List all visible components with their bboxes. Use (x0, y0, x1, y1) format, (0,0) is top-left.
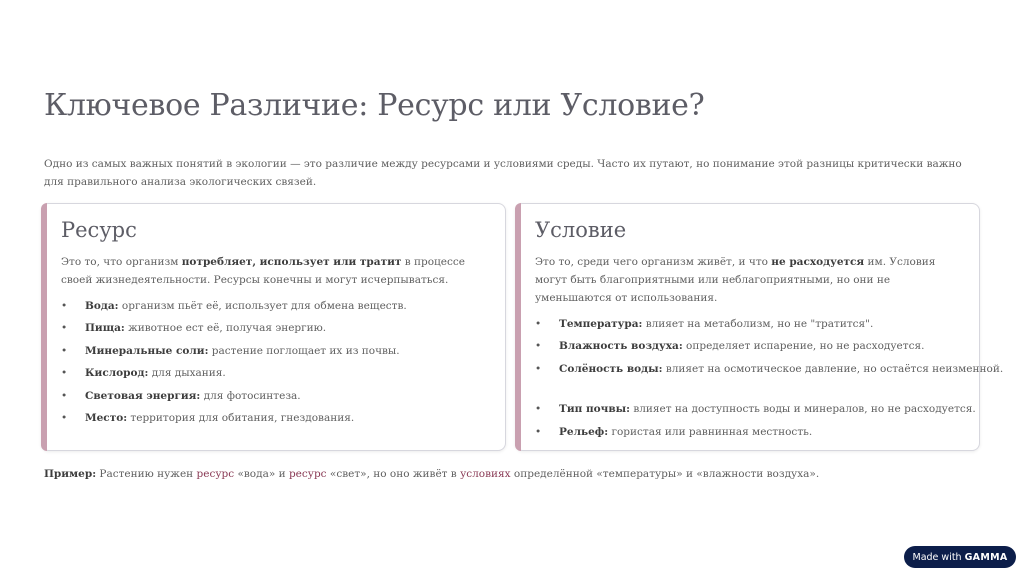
example-note: Пример: Растению нужен ресурс «вода» и ресурс «свет», но оно живёт в условиях определённой «температуры» и «влажности воздуха». (44, 468, 820, 480)
list-item: • Тип почвы: влияет на доступность воды и минералов, но не расходуется. (535, 398, 961, 420)
condition-card-description: Это то, среди чего организм живёт, и что не расходуется им. Условия могут быть благоприятными или неблагоприятными, но они не уменьшаются от использования. (535, 256, 936, 304)
resource-card-description: Это то, что организм потребляет, использует или тратит в процессе своей жизнедеятельности. Ресурсы конечны и могут исчерпываться. (61, 256, 465, 286)
slide-title: Ключевое Различие: Ресурс или Условие? (44, 88, 705, 123)
list-item: • Световая энергия: для фотосинтеза. (61, 385, 487, 407)
intro-paragraph: Одно из самых важных понятий в экологии — это различие между ресурсами и условиями среды. Часто их путают, но понимание этой разницы критически важно для правильного анализа экологических связей. (44, 158, 962, 188)
list-spacer (535, 380, 961, 398)
list-item: • Кислород: для дыхания. (61, 362, 487, 384)
badge-label: Made with (912, 551, 962, 563)
list-item: • Место: территория для обитания, гнездования. (61, 407, 487, 429)
list-item: • Влажность воздуха: определяет испарение, но не расходуется. (535, 335, 961, 357)
list-item: • Минеральные соли: растение поглощает их из почвы. (61, 340, 487, 362)
list-item: • Рельеф: гористая или равнинная местность. (535, 421, 961, 443)
gamma-logo: GAMMA (964, 551, 1008, 563)
resource-card (41, 203, 506, 451)
condition-list (535, 313, 1004, 443)
list-item: • Солёность воды: влияет на осмотическое давление, но остаётся неизменной. (535, 358, 961, 380)
made-with-gamma-badge[interactable] (904, 546, 1016, 568)
list-item: • Вода: организм пьёт её, использует для обмена веществ. (61, 295, 487, 317)
condition-card-title: Условие (535, 218, 627, 242)
list-item: • Пища: животное ест её, получая энергию. (61, 317, 487, 339)
resource-card-title: Ресурс (61, 218, 137, 242)
condition-card (515, 203, 1004, 451)
resource-list (61, 295, 487, 429)
list-item: • Температура: влияет на метаболизм, но не "тратится". (535, 313, 961, 335)
